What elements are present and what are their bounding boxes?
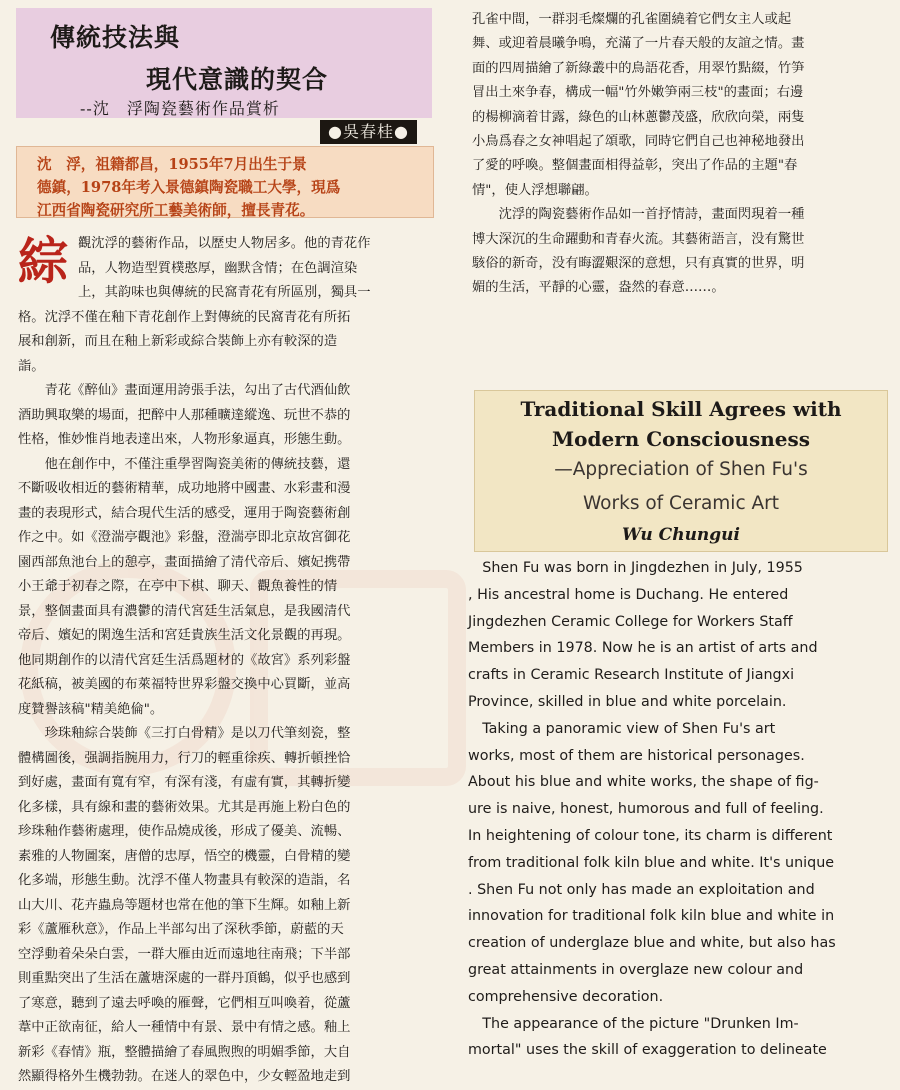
body-line: mortal" uses the skill of exaggeration to delineate bbox=[468, 1042, 827, 1059]
body-line: 花紙稿，被美國的布萊福特世界彩盤交換中心買斷，並高 bbox=[18, 677, 351, 692]
body-line: , His ancestral home is Duchang. He entered bbox=[468, 586, 789, 603]
english-body bbox=[468, 555, 886, 1064]
body-line: 冒出土來争春，構成一幅"竹外嫩笋兩三枝"的畫面；右邊 bbox=[472, 85, 804, 101]
body-line: 山大川、花卉蟲鳥等題材也常在他的筆下生輝。如釉上新 bbox=[18, 897, 351, 913]
title-line-2: 現代意識的契合 bbox=[146, 65, 329, 94]
body-line: The appearance of the picture "Drunken Im- bbox=[468, 1015, 799, 1032]
body-line: great attainments in overglaze new colour and bbox=[468, 961, 804, 978]
body-line: 度贊譽該稿"精美絶倫"。 bbox=[18, 701, 164, 717]
title-line-1: 傳統技法與 bbox=[50, 23, 181, 52]
body-line: 不斷吸收相近的藝術精華，成功地將中國畫、水彩畫和漫 bbox=[18, 481, 351, 496]
body-line: 素雅的人物圖案，唐僧的忠厚，悟空的機靈，白骨精的變 bbox=[18, 848, 351, 864]
body-line: 化多端，形態生動。沈浮不僅人物畫具有較深的造詣，名 bbox=[18, 873, 351, 888]
author-badge: ●吳春桂● bbox=[320, 120, 417, 144]
body-line: Taking a panoramic view of Shen Fu's art bbox=[468, 720, 776, 737]
body-line: Jingdezhen Ceramic College for Workers Staff bbox=[468, 613, 793, 630]
english-author: Wu Chungui bbox=[622, 525, 740, 545]
bio-line: 江西省陶瓷研究所工藝美術師，擅長青花。 bbox=[37, 202, 315, 219]
body-line: 新彩《春情》瓶，整體描繪了春風煦煦的明媚季節，大自 bbox=[18, 1044, 351, 1060]
body-line: 然顯得格外生機勃勃。在迷人的翠色中，少女輕盈地走到 bbox=[18, 1069, 351, 1084]
body-line: 他在創作中，不僅注重學習陶瓷美術的傳統技藝，還 bbox=[18, 456, 351, 472]
body-line: 他同期創作的以清代宮廷生活爲題材的《故宮》系列彩盤 bbox=[18, 652, 351, 668]
title-subtitle: --沈 浮陶瓷藝術作品賞析 bbox=[80, 99, 280, 118]
body-line: 孔雀中間，一群羽毛燦爛的孔雀圍繞着它們女主人或起 bbox=[472, 12, 792, 27]
body-line: In heightening of colour tone, its charm is different bbox=[468, 827, 833, 844]
body-line: 化多樣，具有線和畫的藝術效果。尤其是再施上粉白色的 bbox=[18, 799, 351, 815]
body-line: 小鳥爲春之女神唱起了頌歌，同時它們自己也神秘地發出 bbox=[472, 134, 805, 150]
body-line: 葦中正欲南征，給人一種情中有景、景中有情之感。釉上 bbox=[18, 1020, 351, 1035]
body-line: 格。沈浮不僅在釉下青花創作上對傳統的民窩青花有所拓 bbox=[18, 309, 351, 325]
bio-line: 德鎮，1978年考入景德鎮陶瓷職工大學，現爲 bbox=[37, 179, 341, 196]
body-line: 性格，惟妙惟肖地表達出來，人物形象逼真，形態生動。 bbox=[18, 432, 351, 447]
body-line: 體構圖後，强調指腕用力，行刀的輕重徐疾、轉折頓挫恰 bbox=[18, 750, 351, 766]
drop-cap: 綜 bbox=[18, 232, 68, 291]
chinese-title-box bbox=[16, 8, 432, 118]
body-line: 酒助興取樂的場面，把醉中人那種曠達縱逸、玩世不恭的 bbox=[18, 407, 351, 423]
body-line: 情"，使人浮想聯翩。 bbox=[472, 182, 598, 198]
bio-box bbox=[16, 146, 434, 218]
body-line: 作之中。如《澄湍亭觀池》彩盤，澄湍亭即北京故宮御花 bbox=[18, 530, 351, 545]
body-line: About his blue and white works, the shape of fig- bbox=[468, 774, 819, 791]
body-line: 媚的生活，平靜的心靈，盎然的春意……。 bbox=[472, 280, 725, 296]
body-line: 則重點突出了生活在蘆塘深處的一群丹頂鶴，似乎也感到 bbox=[18, 971, 351, 986]
body-line: 珍珠釉綜合裝飾《三打白骨精》是以刀代筆刻瓷，整 bbox=[18, 726, 351, 741]
body-line: 駭俗的新奇，没有晦澀艱深的意想，只有真實的世界，明 bbox=[472, 256, 805, 272]
body-line: innovation for traditional folk kiln blue and white in bbox=[468, 908, 835, 925]
body-line: 小王爺于初春之際，在亭中下棋、聊天、觀魚養性的情 bbox=[18, 579, 338, 594]
left-column-body bbox=[18, 232, 434, 1090]
body-line: 青花《醉仙》畫面運用誇張手法，勾出了古代酒仙飲 bbox=[18, 383, 351, 398]
right-column-chinese-body bbox=[472, 8, 892, 301]
body-line: 到好處，畫面有寬有窄，有深有淺，有虛有實，其轉折變 bbox=[18, 775, 351, 790]
body-line: 園西部魚池台上的憩亭，畫面描繪了清代帝后、嬪妃携帶 bbox=[18, 554, 351, 570]
body-line: Province, skilled in blue and white porcelain. bbox=[468, 693, 787, 710]
bio-text bbox=[37, 153, 427, 222]
body-line: Shen Fu was born in Jingdezhen in July, 1955 bbox=[468, 560, 803, 576]
body-line: creation of underglaze blue and white, but also has bbox=[468, 935, 836, 952]
body-line: 品，人物造型質樸憨厚，幽默含情；在色調渲染 bbox=[78, 260, 358, 276]
body-line: from traditional folk kiln blue and white. It's unique bbox=[468, 854, 835, 871]
body-line: 博大深沉的生命躍動和青春火流。其藝術語言，没有驚世 bbox=[472, 231, 805, 247]
body-line: 了寒意，聽到了遠去呼喚的雁聲，它們相互叫喚着，從蘆 bbox=[18, 995, 351, 1011]
english-subtitle-line-1: —Appreciation of Shen Fu's bbox=[554, 459, 808, 480]
body-line: 空浮動着朵朵白雲，一群大雁由近而遠地往南飛；下半部 bbox=[18, 946, 351, 962]
body-line: 舞、或迎着晨曦争鳴，充滿了一片春天般的友誼之情。畫 bbox=[472, 36, 805, 52]
body-line: Members in 1978. Now he is an artist of arts and bbox=[468, 640, 818, 657]
english-subtitle-line-2: Works of Ceramic Art bbox=[582, 493, 780, 514]
body-line: . Shen Fu not only has made an exploitation and bbox=[468, 881, 815, 898]
body-line: 詣。 bbox=[18, 358, 45, 374]
body-line: 畫的表現形式，結合現代生活的感受，運用于陶瓷藝術創 bbox=[18, 505, 351, 521]
body-line: 帝后、嬪妃的閑逸生活和宮廷貴族生活文化景觀的再現。 bbox=[18, 628, 351, 643]
body-line: 彩《蘆雁秋意》，作品上半部勾出了深秋季節，蔚藍的天 bbox=[18, 922, 344, 937]
english-title-line-1: Traditional Skill Agrees with bbox=[520, 397, 842, 421]
body-line: crafts in Ceramic Research Institute of Jiangxi bbox=[468, 667, 795, 684]
body-line: 觀沈浮的藝術作品，以歷史人物居多。他的青花作 bbox=[78, 236, 371, 251]
bio-line: 沈 浮，祖籍都昌，1955年7月出生于景 bbox=[37, 156, 307, 173]
body-line: 上，其韵味也與傳統的民窩青花有所區別，獨具一 bbox=[78, 285, 371, 300]
english-title-box bbox=[474, 390, 888, 552]
body-line: 展和創新，而且在釉上新彩或綜合裝飾上亦有較深的造 bbox=[18, 334, 338, 349]
body-line: 珍珠釉作藝術處理，使作品燒成後，形成了優美、流暢、 bbox=[18, 824, 351, 839]
body-line: 景，整個畫面具有濃鬱的清代宮廷生活氣息，是我國清代 bbox=[18, 603, 351, 619]
body-line: ure is naive, honest, humorous and full of feeling. bbox=[468, 801, 824, 818]
body-line: 沈浮的陶瓷藝術作品如一首抒情詩，畫面閃現着一種 bbox=[472, 207, 805, 223]
body-line: 的楊柳滴着甘露，綠色的山林蔥鬱茂盛，欣欣向榮，兩隻 bbox=[472, 109, 805, 125]
english-title-line-2: Modern Consciousness bbox=[552, 427, 810, 451]
body-line: works, most of them are historical personages. bbox=[468, 747, 805, 764]
body-line: comprehensive decoration. bbox=[468, 988, 664, 1005]
body-line: 了愛的呼喚。整個畫面相得益彰，突出了作品的主題"春 bbox=[472, 158, 798, 174]
body-line: 面的四周描繪了新綠叢中的鳥語花香，用翠竹點綴，竹笋 bbox=[472, 60, 805, 76]
